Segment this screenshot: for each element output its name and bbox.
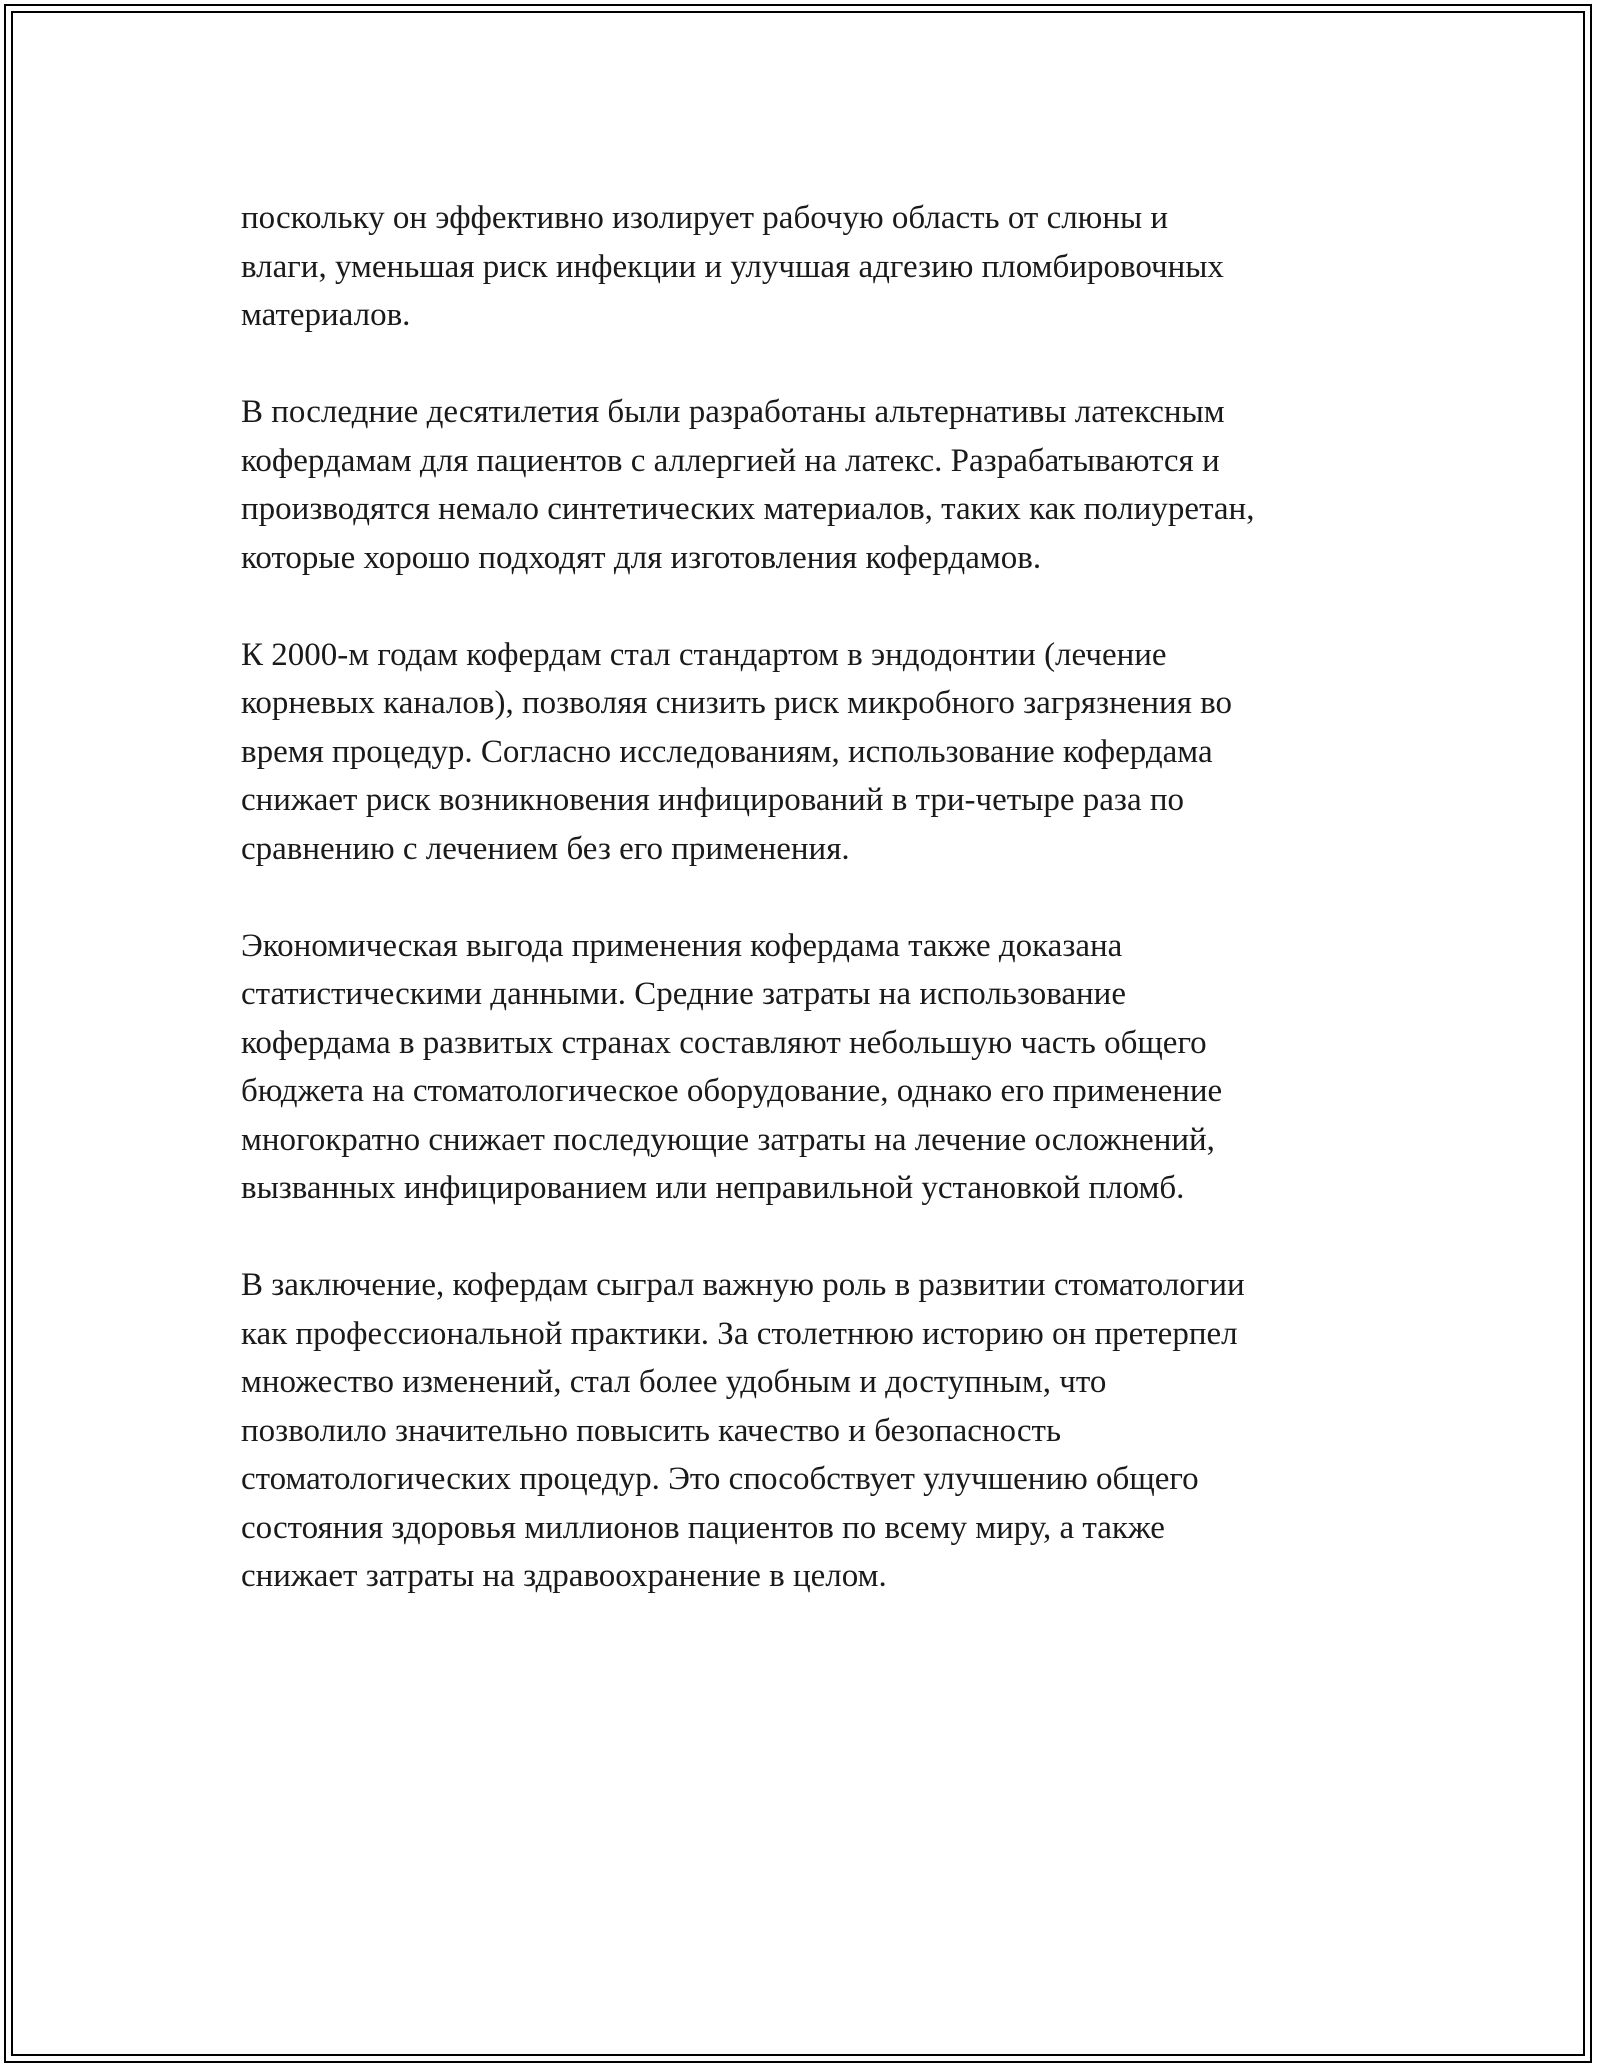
paragraph-5: В заключение, кофердам сыграл важную роль в развитии стоматологии как профессиональной практики. За столетнюю историю он претерпел множество изменений, стал более удобным и доступным, что позволило значительно повысить качество и безопасность стоматологических процедур. Это способствует улучшению общего состояния здоровья миллионов пациентов по всему миру, а также снижает затраты на здравоохранение в целом.	[241, 1267, 1245, 1594]
paragraph-3: К 2000-м годам кофердам стал стандартом в эндодонтии (лечение корневых каналов), позволяя снизить риск микробного загрязнения во время процедур. Согласно исследованиям, использование кофердама снижает риск возникновения инфицирований в три-четыре раза по сравнению с лечением без его применения.	[241, 636, 1232, 867]
paragraph-2: В последние десятилетия были разработаны альтернативы латексным кофердамам для пациентов с аллергией на латекс. Разрабатываются и производятся немало синтетических материалов, таких как полиуретан, которые хорошо подходят для изготовления кофердамов.	[241, 394, 1255, 576]
paragraph-1: поскольку он эффективно изолирует рабочую область от слюны и влаги, уменьшая риск инфекции и улучшая адгезию пломбировочных материалов.	[241, 200, 1224, 333]
page-frame	[4, 4, 1592, 2063]
paragraph-4: Экономическая выгода применения кофердама также доказана статистическими данными. Средние затраты на использование кофердама в развитых странах составляют небольшую часть общего бюджета на стоматологическое оборудование, однако его применение многократно снижает последующие затраты на лечение осложнений, вызванных инфицированием или неправильной установкой пломб.	[241, 927, 1223, 1206]
document-body	[241, 194, 1391, 1649]
